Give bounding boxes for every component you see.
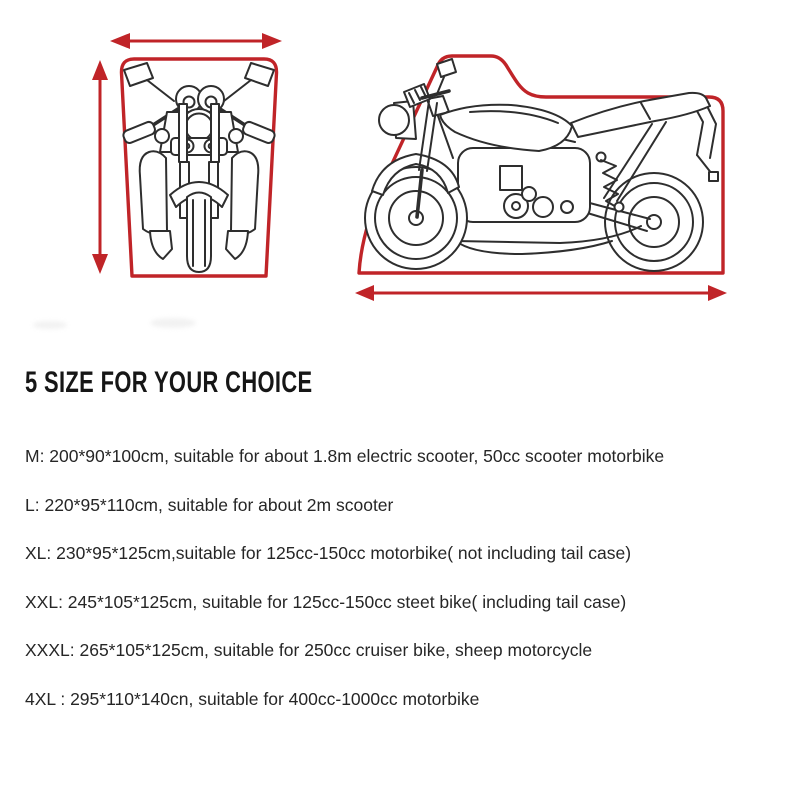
size-diagram xyxy=(0,0,800,350)
rear-shock xyxy=(597,153,624,212)
side-view-diagram xyxy=(355,56,727,301)
motorcycle-front-view-icon xyxy=(122,63,276,272)
size-list xyxy=(25,447,785,738)
motorcycle-side-view-icon xyxy=(365,59,718,271)
watermark-smudge xyxy=(33,321,67,329)
size-item-xl: XL: 230*95*125cm,suitable for 125cc-150cc motorbike( not including tail case) xyxy=(25,543,632,563)
page-title: 5 SIZE FOR YOUR CHOICE xyxy=(25,366,313,399)
front-view-diagram xyxy=(92,33,282,276)
size-item-xxxl: XXXL: 265*105*125cm, suitable for 250cc cruiser bike, sheep motorcycle xyxy=(25,640,593,660)
size-item-m: M: 200*90*100cm, suitable for about 1.8m electric scooter, 50cc scooter motorbike xyxy=(25,446,665,466)
size-item-l: L: 220*95*110cm, suitable for about 2m scooter xyxy=(25,494,394,515)
watermark-smudge xyxy=(150,318,196,328)
size-item-4xl: 4XL : 295*110*140cn, suitable for 400cc-1000cc motorbike xyxy=(25,688,480,709)
width-arrow-icon xyxy=(110,33,282,49)
size-item-xxl: XXL: 245*105*125cm, suitable for 125cc-150cc steet bike( including tail case) xyxy=(25,591,627,612)
length-arrow-icon xyxy=(355,285,727,301)
height-arrow-icon xyxy=(92,60,108,274)
